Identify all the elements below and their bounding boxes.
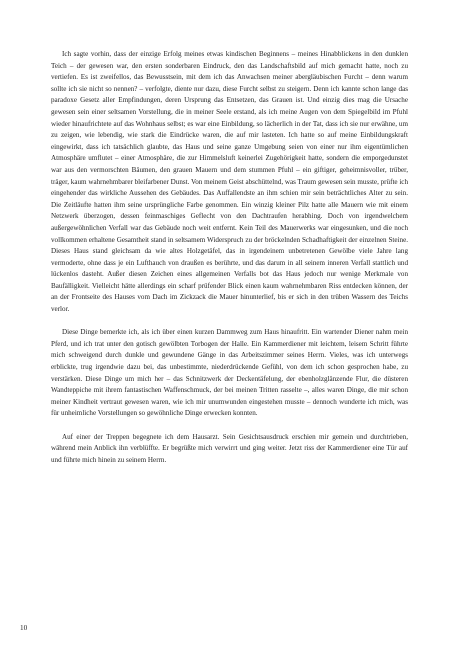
- paragraph-1: Ich sagte vorhin, dass der einzige Erfolg meines etwas kindischen Beginnens – meines Hinabblickens in den dunklen Teich – der gewesen war, den ersten sonderbaren Eindruck, den das Landschaftsbild auf mich gemacht hatte, noch zu vertiefen. Es ist zweifellos, das Bewusstsein, mit dem ich das Anwachsen meiner abergläubischen Furcht – denn warum sollte ich sie nicht so nennen? – verfolgte, diente nur dazu, diese Furcht selbst zu steigern. Denn ich kannte schon lange das paradoxe Gesetz aller Empfindungen, deren Ursprung das Entsetzen, das Grauen ist. Und einzig dies mag die Ursache gewesen sein einer seltsamen Vorstellung, die in meiner Seele erstand, als ich meine Augen von dem Spiegelbild im Pfuhl wieder hinaufrichtete auf das Wohnhaus selbst; es war eine Einbildung, so lächerlich in der Tat, dass ich sie nur erwähne, um zu zeigen, wie lebendig, wie stark die Eindrücke waren, die auf mir lasteten. Ich hatte so auf meine Einbildungskraft eingewirkt, dass ich tatsächlich glaubte, das Haus und seine ganze Umgebung seien von einer nur ihm eigentümlichen Atmosphäre umflutet – einer Atmosphäre, die zur Himmelsluft keinerlei Zugehörigkeit hatte, sondern die emporgedunstet war aus den vermorschten Bäumen, den grauen Mauern und dem stummen Pfuhl – ein giftiger, geheimnisvoller, trüber, träger, kaum wahrnehmbarer bleifarbener Dunst. Von meinem Geist abschüttelnd, was Traum gewesen sein musste, prüfte ich eingehender das wirkliche Aussehen des Gebäudes. Das Auffallendste an ihm schien mir sein beträchtliches Alter zu sein. Die Zeitläufte hatten ihm seine ursprüngliche Farbe genommen. Ein winzig kleiner Pilz hatte alle Mauern wie mit einem Netzwerk überzogen, dessen feinmaschiges Geflecht von den Dachtraufen herabhing. Doch von irgendwelchem außergewöhnlichen Verfall war das Gebäude noch weit entfernt. Kein Teil des Mauerwerks war eingesunken, und die noch vollkommen erhaltene Gesamtheit stand in seltsamem Widerspruch zu der bröckelnden Schadhaftigkeit der einzelnen Steine. Dieses Haus stand gleichsam da wie altes Holzgetäfel, das in irgendeinem unbetretenen Gewölbe viele Jahre lang vermoderte, ohne dass je ein Lufthauch von draußen es berührte, und das darum in all seinem inneren Verfall stattlich und lückenlos dasteht. Außer diesen Zeichen eines allgemeinen Verfalls bot das Haus jedoch nur wenige Merkmale von Baufälligkeit. Vielleicht hätte allerdings ein scharf prüfender Blick einen kaum wahrnehmbaren Riss entdecken können, der an der Frontseite des Hauses vom Dach im Zickzack die Mauer hinunterlief, bis er sich in den trüben Wassern des Teichs verlor.: [51, 50, 409, 314]
- paragraph-2: Diese Dinge bemerkte ich, als ich über einen kurzen Dammweg zum Haus hinaufritt. Ein wartender Diener nahm mein Pferd, und ich trat unter den gotisch gewölbten Torbogen der Halle. Ein Kammerdiener mit leichtem, leisem Schritt führte mich schweigend durch dunkle und gewundene Gänge in das Arbeitszimmer seines Herrn. Vieles, was ich unterwegs erblickte, trug irgendwie dazu bei, das unbestimmte, niederdrückende Gefühl, von dem ich schon gesprochen habe, zu verstärken. Diese Dinge um mich her – das Schnitzwerk der Deckentäfelung, der ebenholzglänzende Flur, die düsteren Wandteppiche mit ihrem fantastischen Waffenschmuck, der bei meinen Tritten rasselte –, alles waren Dinge, die mir schon meiner Kindheit vertraut gewesen waren, wie ich mir unumwunden eingestehen musste – dennoch wunderte ich mich, was für unheimliche Vorstellungen so gewöhnliche Dinge erwecken konnten.: [51, 328, 408, 418]
- body-text: [51, 49, 408, 466]
- paragraph-3: Auf einer der Treppen begegnete ich dem Hausarzt. Sein Gesichtsausdruck erschien mir gemein und durchtrieben, während mein Anblick ihn verblüffte. Er begrüßte mich verwirrt und ging weiter. Jetzt riss der Kammerdiener eine Tür auf und führte mich hinein zu seinem Herrn.: [51, 432, 408, 464]
- page-number: 10: [20, 624, 28, 632]
